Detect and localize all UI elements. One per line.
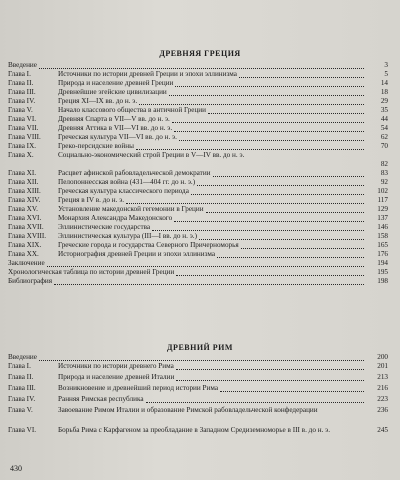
section-title-greece: ДРЕВНЯЯ ГРЕЦИЯ <box>159 49 241 58</box>
toc-entry <box>8 214 388 223</box>
dot-leader <box>152 230 364 231</box>
dot-leader <box>176 275 364 276</box>
toc-entry <box>8 151 388 169</box>
dot-leader <box>239 77 364 78</box>
dot-leader <box>208 113 364 114</box>
entry-title: Древняя Аттика в VII—VI вв. до н. э. <box>58 124 173 132</box>
entry-label: Глава III. <box>8 384 36 392</box>
entry-label: Глава XIII. <box>8 187 41 195</box>
entry-title: Греция в IV в. до н. э. <box>58 196 125 204</box>
entry-page-number: 158 <box>377 232 388 240</box>
entry-title: Историография древней Греции и эпохи эллинизма <box>58 250 216 258</box>
toc-entry <box>8 426 388 446</box>
entry-title: Завоевание Римом Италии и образование Римской рабовладельческой конфедерации <box>58 406 318 414</box>
entry-page-number: 35 <box>380 106 388 114</box>
entry-page-number: 223 <box>377 395 388 403</box>
entry-page-number: 92 <box>380 178 388 186</box>
entry-label: Введение <box>8 61 37 69</box>
entry-page-number: 200 <box>377 353 388 361</box>
entry-label: Глава XIV. <box>8 196 41 204</box>
dot-leader <box>39 360 364 361</box>
dot-leader <box>146 402 364 403</box>
entry-label: Глава XVIII. <box>8 232 47 240</box>
entry-label: Глава XVII. <box>8 223 44 231</box>
entry-page-number: 213 <box>377 373 388 381</box>
dot-leader <box>175 86 364 87</box>
entry-page-number: 102 <box>377 187 388 195</box>
entry-title: Ранняя Римская республика <box>58 395 144 403</box>
toc-entry <box>8 406 388 426</box>
entry-label: Глава II. <box>8 79 34 87</box>
entry-title: Греко-персидские войны <box>58 142 134 150</box>
toc-entry <box>8 106 388 115</box>
entry-title: Борьба Рима с Карфагеном за преобладание в Западном Средиземноморье в III в. до н. э. <box>58 426 331 434</box>
toc-entry <box>8 115 388 124</box>
entry-title: Начало классового общества в античной Греции <box>58 106 206 114</box>
entry-title: Возникновение и древнейший период истории Рима <box>58 384 219 392</box>
dot-leader <box>206 212 364 213</box>
dot-leader <box>199 239 364 240</box>
dot-leader <box>179 140 364 141</box>
entry-label: Глава VI. <box>8 115 37 123</box>
entry-label: Глава XI. <box>8 169 37 177</box>
entry-page-number: 83 <box>380 169 388 177</box>
entry-label: Глава VI. <box>8 426 37 434</box>
entry-page-number: 201 <box>377 362 388 370</box>
dot-leader <box>217 257 364 258</box>
entry-page-number: 5 <box>384 70 388 78</box>
entry-title: Греция XI—IX вв. до н. э. <box>58 97 138 105</box>
entry-page-number: 3 <box>384 61 388 69</box>
entry-label: Заключение <box>8 259 45 267</box>
entry-page-number: 129 <box>377 205 388 213</box>
toc-entry <box>8 395 388 406</box>
entry-page-number: 54 <box>380 124 388 132</box>
page-number: 430 <box>10 464 22 473</box>
entry-page-number: 62 <box>380 133 388 141</box>
entry-title: Эллинистические государства <box>58 223 151 231</box>
entry-label: Глава IV. <box>8 395 36 403</box>
dot-leader <box>220 391 364 392</box>
entry-label: Глава X. <box>8 151 34 159</box>
dot-leader <box>191 194 364 195</box>
dot-leader <box>172 122 364 123</box>
entry-page-number: 165 <box>377 241 388 249</box>
toc-entry <box>8 79 388 88</box>
toc-entry <box>8 250 388 259</box>
entry-label: Глава IX. <box>8 142 37 150</box>
entry-page-number: 245 <box>377 426 388 434</box>
toc-entry <box>8 70 388 79</box>
entry-label: Глава I. <box>8 70 31 78</box>
entry-page-number: 195 <box>377 268 388 276</box>
dot-leader <box>176 369 364 370</box>
toc-entry <box>8 124 388 133</box>
entry-label: Глава V. <box>8 406 33 414</box>
toc-entry <box>8 241 388 250</box>
entry-title: Источники по истории древней Греции и эпохи эллинизма <box>58 70 237 78</box>
toc-entry <box>8 169 388 178</box>
entry-label: Глава XV. <box>8 205 38 213</box>
entry-label: Глава XII. <box>8 178 39 186</box>
dot-leader <box>139 104 364 105</box>
entry-label: Глава V. <box>8 106 33 114</box>
entry-label: Глава II. <box>8 373 34 381</box>
entry-label: Глава VII. <box>8 124 39 132</box>
entry-page-number: 146 <box>377 223 388 231</box>
entry-label: Глава VIII. <box>8 133 41 141</box>
toc-entry <box>8 362 388 373</box>
entry-page-number: 236 <box>377 406 388 414</box>
entry-label: Глава III. <box>8 88 36 96</box>
dot-leader <box>176 380 364 381</box>
dot-leader <box>136 149 364 150</box>
entry-label: Глава XVI. <box>8 214 42 222</box>
entry-page-number: 82 <box>380 160 388 168</box>
entry-title: Расцвет афинской рабовладельческой демократии <box>58 169 211 177</box>
entry-page-number: 216 <box>377 384 388 392</box>
entry-page-number: 117 <box>377 196 388 204</box>
toc-entry <box>8 142 388 151</box>
entry-label: Глава I. <box>8 362 31 370</box>
entry-title: Древняя Спарта в VII—V вв. до н. э. <box>58 115 170 123</box>
toc-entry <box>8 178 388 187</box>
toc-entry <box>8 88 388 97</box>
toc-entry <box>8 259 388 268</box>
toc-entry <box>8 187 388 196</box>
entry-page-number: 137 <box>377 214 388 222</box>
dot-leader <box>241 248 364 249</box>
toc-entry <box>8 384 388 395</box>
toc-entry <box>8 205 388 214</box>
entry-title: Греческая культура классического периода <box>58 187 189 195</box>
dot-leader <box>213 176 364 177</box>
toc-entry <box>8 353 388 362</box>
dot-leader <box>39 68 364 69</box>
toc-entry <box>8 232 388 241</box>
entry-title: Источники по истории древнего Рима <box>58 362 174 370</box>
entry-title: Греческая культура VII—VI вв. до н. э. <box>58 133 177 141</box>
entry-title: Социально-экономический строй Греции в V—IV вв. до н. э. <box>58 151 245 159</box>
toc-entry <box>8 277 388 286</box>
entry-title: Эллинистическая культура (III—I вв. до н. э.) <box>58 232 197 240</box>
entry-label: Глава XX. <box>8 250 39 258</box>
dot-leader <box>47 266 364 267</box>
entry-label: Введение <box>8 353 37 361</box>
entry-title: Природа и население древней Италии <box>58 373 175 381</box>
entry-page-number: 14 <box>380 79 388 87</box>
toc-entry <box>8 133 388 142</box>
toc-entry <box>8 223 388 232</box>
toc-entry <box>8 97 388 106</box>
entry-label: Глава IV. <box>8 97 36 105</box>
dot-leader <box>126 203 364 204</box>
dot-leader <box>197 185 364 186</box>
dot-leader <box>169 95 364 96</box>
entry-title: Пелопоннесская война (431—404 гг. до н. э.) <box>58 178 196 186</box>
entry-title: Природа и население древней Греции <box>58 79 174 87</box>
entry-title: Древнейшие эгейские цивилизации <box>58 88 167 96</box>
entry-page-number: 29 <box>380 97 388 105</box>
entry-title: Установление македонской гегемонии в Греции <box>58 205 204 213</box>
entry-label: Глава XIX. <box>8 241 42 249</box>
entry-page-number: 198 <box>377 277 388 285</box>
dot-leader <box>54 284 364 285</box>
toc-entry <box>8 196 388 205</box>
entry-title: Греческие города и государства Северного Причерноморья <box>58 241 239 249</box>
entry-label: Библиография <box>8 277 53 285</box>
entry-title: Монархия Александра Македонского <box>58 214 173 222</box>
entry-page-number: 176 <box>377 250 388 258</box>
section-title-rome: ДРЕВНИЙ РИМ <box>167 343 233 352</box>
toc-entry <box>8 61 388 70</box>
entry-page-number: 18 <box>380 88 388 96</box>
entry-page-number: 70 <box>380 142 388 150</box>
dot-leader <box>174 221 364 222</box>
dot-leader <box>174 131 364 132</box>
entry-page-number: 194 <box>377 259 388 267</box>
toc-entry <box>8 373 388 384</box>
entry-title: Хронологическая таблица по истории древней Греции <box>8 268 175 276</box>
entry-page-number: 44 <box>380 115 388 123</box>
toc-entry <box>8 268 388 277</box>
